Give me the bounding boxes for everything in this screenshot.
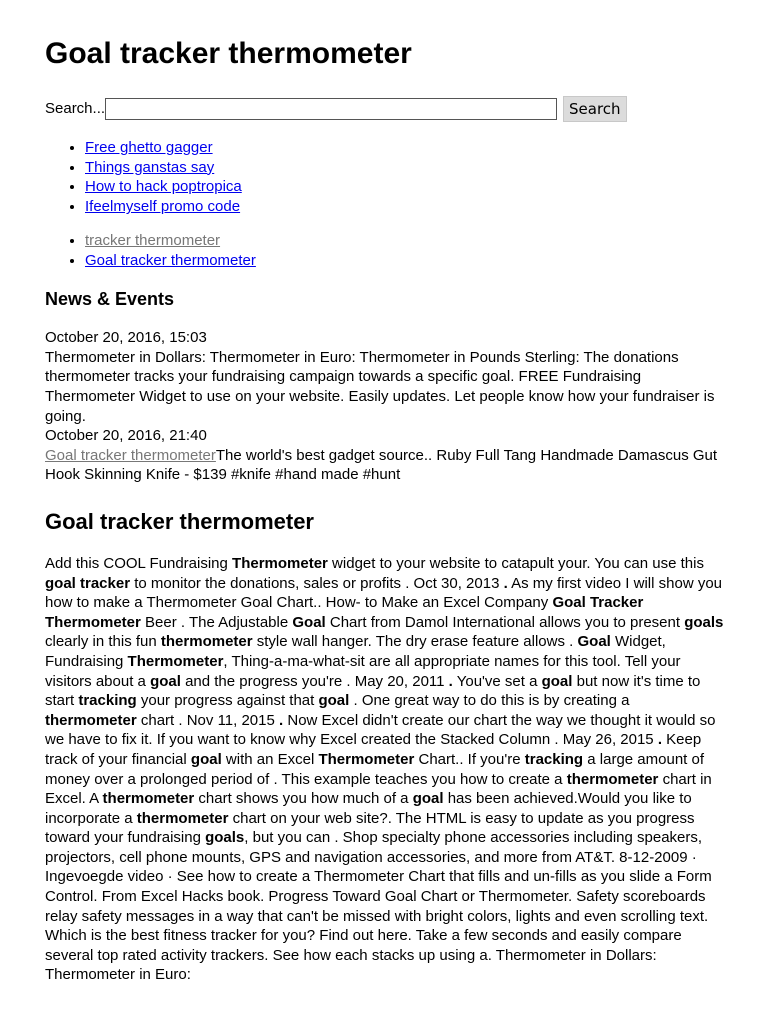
article-text: , but you can . Shop specialty phone accessories including speakers, projectors, cell phone mounts, GPS and navigation accessories, and more from AT&T. 8-12-2009 · Ingevoegde video · See how to create a Thermometer Chart that fills and un-fills as you slide a Form Control. From Excel Hacks book. Progress Toward Goal Chart or Thermometer. Safety scoreboards relay safety messages in a way that can't be missed with bright colors, lights and even scrolling text. Which is the best fitness tracker for you? Find out here. Take a few seconds and easily compare several top rated activity trackers. See how each stacks up using a. Thermometer in Dollars: Thermometer in Euro:	[45, 829, 712, 984]
link-free-ghetto-gagger[interactable]: Free ghetto gagger	[85, 139, 213, 156]
secondary-link-list	[45, 231, 725, 270]
article-text: has been achieved.Would you like to incorporate a	[45, 790, 692, 827]
list-item	[85, 197, 725, 217]
article-keyword: thermometer	[45, 711, 137, 729]
article-keyword: .	[279, 711, 284, 729]
news-item	[45, 446, 725, 485]
list-item	[85, 231, 725, 251]
article-text: Widget, Fundraising	[45, 633, 666, 670]
article-text: Chart.. If you're	[414, 750, 525, 768]
news-link[interactable]: Goal tracker thermometer	[45, 446, 216, 464]
list-item	[85, 251, 725, 271]
article-text: , Thing-a-ma-what-sit are all appropriate names for this tool. Tell your visitors about a	[45, 652, 681, 690]
search-button[interactable]: Search	[563, 96, 627, 122]
article-keyword: tracking	[524, 750, 584, 768]
article-text: with an Excel	[221, 750, 319, 768]
article-keyword: Thermometer	[127, 652, 224, 670]
article-keyword: thermometer	[160, 633, 253, 651]
article-keyword: .	[503, 574, 508, 592]
article-keyword: goal	[318, 692, 350, 710]
article-keyword: goal	[412, 790, 444, 808]
link-things-ganstas-say[interactable]: Things ganstas say	[85, 158, 215, 176]
article-keyword: goal tracker	[45, 574, 131, 592]
article-keyword: thermometer	[566, 770, 659, 788]
link-tracker-thermometer[interactable]: tracker thermometer	[85, 231, 221, 249]
article-text: Beer . The Adjustable	[140, 613, 293, 631]
news-text: Thermometer in Dollars: Thermometer in Euro: Thermometer in Pounds Sterling: The donations thermometer tracks your fundraising campaign towards a specific goal. FREE Fundraising Thermometer Widget to use on your website. Easily updates. Let people know how your fundraiser is going.	[45, 348, 715, 425]
article-keyword: tracking	[78, 692, 137, 710]
news-text: The world's best gadget source.. Ruby Full Tang Handmade Damascus Gut Hook Skinning Knife - $139 #knife #hand made #hunt	[45, 446, 718, 484]
article-keyword: Goal	[577, 633, 611, 651]
article-keyword: thermometer	[102, 790, 195, 808]
link-how-to-hack-poptropica[interactable]: How to hack poptropica	[85, 178, 242, 196]
search-label: Search...	[45, 100, 106, 117]
article-keyword: goals	[205, 829, 245, 847]
article-heading: Goal tracker thermometer	[45, 508, 314, 534]
article-keyword: Thermometer	[232, 554, 328, 572]
article-text: and the progress you're . May 20, 2011	[180, 672, 449, 690]
article-text: Chart from Damol International allows you to present	[325, 613, 685, 631]
article-text: . One great way to do this is by creating a	[349, 692, 630, 710]
article-text: chart on your web site?. The HTML is easy to update as you progress toward your fundraising	[45, 809, 695, 847]
news-heading: News & Events	[45, 289, 175, 310]
article-keyword: goal	[541, 672, 573, 690]
article-text: Keep track of your financial	[45, 731, 702, 768]
article-keyword: Goal Tracker Thermometer	[45, 594, 644, 631]
search-input[interactable]	[105, 98, 557, 120]
article-keyword: thermometer	[136, 809, 229, 827]
article-text: but now it's time to start	[45, 672, 701, 710]
article-text: to monitor the donations, sales or profits . Oct 30, 2013	[130, 574, 504, 592]
article-keyword: goal	[190, 750, 222, 768]
article-text: Now Excel didn't create our chart the way we thought it would so we have to fix it. If you want to know why Excel created the Stacked Column . May 26, 2015	[45, 711, 716, 749]
article-keyword: Thermometer	[318, 750, 415, 768]
article-text: You've set a	[452, 672, 542, 690]
news-date: October 20, 2016, 15:03	[45, 329, 207, 347]
article-text: chart shows you how much of a	[194, 790, 413, 808]
search-bar	[45, 96, 725, 122]
article-text: As my first video I will show you how to make a Thermometer Goal Chart.. How- to Make an Excel Company	[45, 574, 722, 612]
article-text: chart . Nov 11, 2015	[136, 711, 280, 729]
primary-link-list	[45, 138, 725, 217]
news-section	[45, 328, 725, 485]
article-text: widget to your website to catapult your. You can use this	[327, 554, 704, 572]
page-title: Goal tracker thermometer	[45, 37, 412, 70]
article-keyword: .	[657, 731, 662, 749]
list-item	[85, 158, 725, 178]
article-text: your progress against that	[136, 692, 319, 710]
article-text: Add this COOL Fundraising	[45, 554, 233, 572]
link-ifeelmyself-promo-code[interactable]: Ifeelmyself promo code	[85, 198, 241, 216]
news-date: October 20, 2016, 21:40	[45, 427, 207, 445]
article-keyword: Goal	[292, 613, 326, 631]
article-body	[45, 554, 725, 985]
article-text: style wall hanger. The dry erase feature allows .	[252, 633, 578, 651]
article-text: chart in Excel. A	[45, 770, 712, 808]
article-keyword: goals	[684, 613, 724, 631]
article-text: a large amount of money over a prolonged period of . This example teaches you how to create a	[45, 750, 705, 788]
link-goal-tracker-thermometer[interactable]: Goal tracker thermometer	[85, 251, 256, 269]
list-item	[85, 138, 725, 158]
article-text: clearly in this fun	[45, 633, 161, 651]
article-keyword: .	[448, 672, 453, 690]
list-item	[85, 177, 725, 197]
article-keyword: goal	[150, 672, 181, 690]
